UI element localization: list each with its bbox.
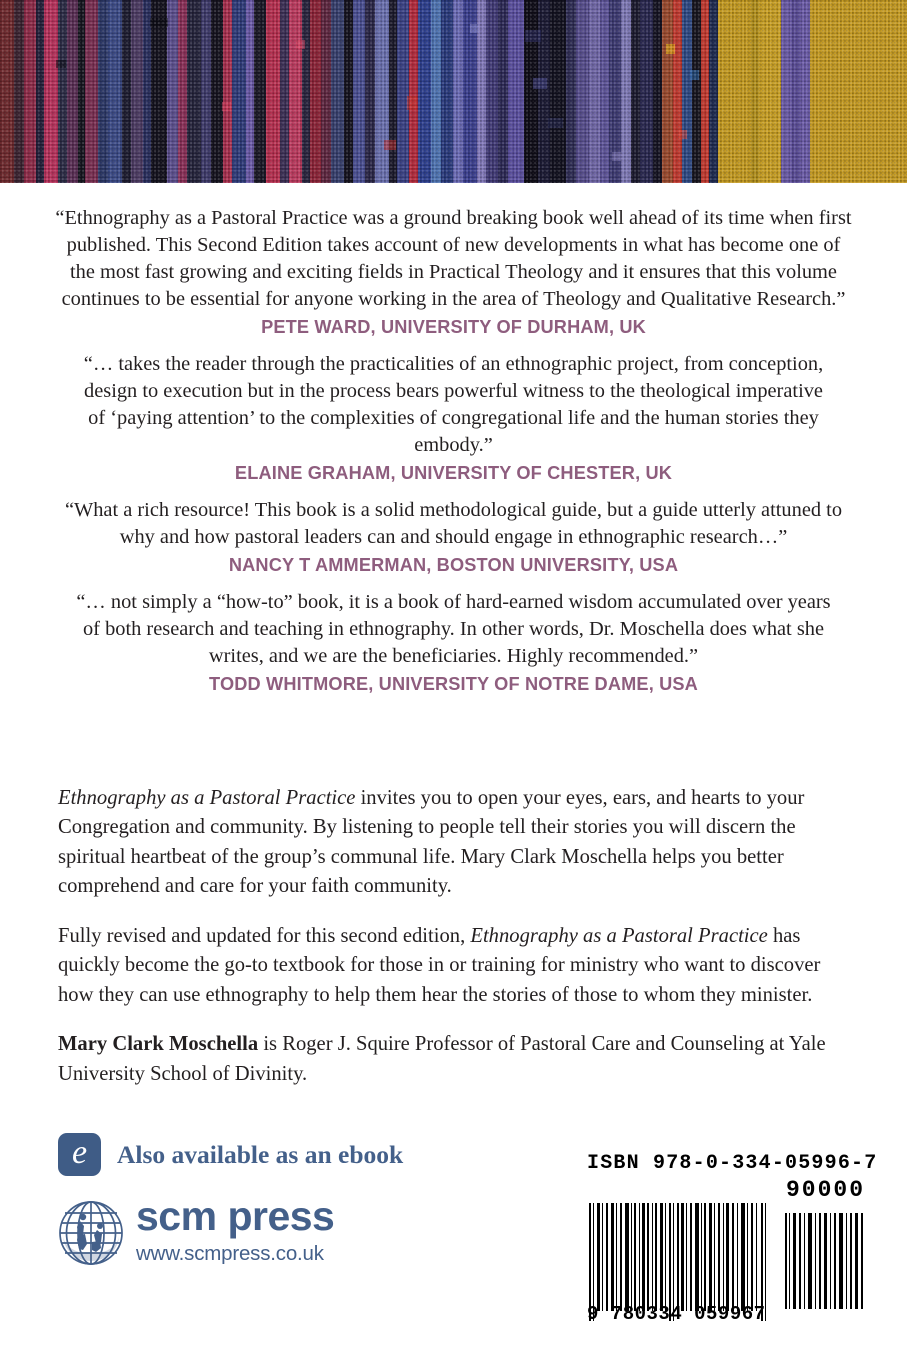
endorsement-block — [52, 589, 855, 695]
blurb-paragraph-1-text: invites you to open your eyes, ears, and hearts to your Congregation and community. By listening to people tell their stories you will discern the spiritual heartbeat of the group’s communal life. Mary Clark Moschella helps you better comprehend and care for your faith community. — [58, 787, 805, 898]
isbn-barcode-block — [587, 1152, 878, 1332]
author-name: Mary Clark Moschella — [58, 1033, 259, 1056]
endorsement-block — [52, 351, 855, 484]
ebook-icon-glyph: e — [71, 1134, 88, 1171]
endorsement-attribution: ELAINE GRAHAM, UNIVERSITY OF CHESTER, UK — [234, 463, 673, 484]
scm-press-globe-icon — [56, 1197, 126, 1269]
isbn-text: ISBN 978-0-334-05996-7 — [587, 1152, 878, 1175]
cover-banner-image — [0, 0, 907, 183]
blurb-paragraph-1 — [58, 784, 850, 902]
barcode-supplement-bars — [783, 1213, 865, 1311]
ebook-availability-label: Also available as an ebook — [117, 1139, 404, 1169]
book-title-italic: Ethnography as a Pastoral Practice — [58, 787, 356, 809]
endorsement-quote: “Ethnography as a Pastoral Practice was a ground breaking book well ahead of its time when first published. This Second Edition takes account of new developments in what has become one of the most fast growing and exciting fields in Practical Theology and it ensures that this volume continues to be essential for anyone working in the area of Theology and Qualitative Research.” — [55, 207, 852, 311]
endorsement-attribution: NANCY T AMMERMAN, BOSTON UNIVERSITY, USA — [228, 555, 679, 576]
publisher-name: scm press — [136, 1193, 335, 1239]
barcode-supplement-digits: 90000 — [785, 1177, 865, 1203]
publisher-url[interactable]: www.scmpress.co.uk — [136, 1242, 324, 1265]
endorsement-quote: “… takes the reader through the practicalities of an ethnographic project, from conception, design to execution but in the process bears powerful witness to the theological imperative of ‘paying attention’ to the complexities of congregational life and the human stories they embody.” — [83, 353, 824, 457]
blurb-section — [58, 784, 850, 1089]
endorsement-quote: “… not simply a “how-to” book, it is a book of hard-earned wisdom accumulated over years of both research and teaching in ethnography. In other words, Dr. Moschella does what she writes, and we are the beneficiaries. Highly recommended.” — [76, 591, 831, 668]
publisher-logo — [56, 1195, 334, 1269]
ebook-availability — [58, 1133, 403, 1176]
publisher-wordmark — [136, 1193, 335, 1265]
woven-textile-illustration — [0, 0, 907, 183]
endorsements-section — [52, 205, 855, 708]
blurb-paragraph-2-text: has quickly become the go-to textbook for those in or training for ministry who want to discover how they can use ethnography to help them hear the stories of those to whom they minister. — [58, 924, 821, 1006]
endorsement-attribution: PETE WARD, UNIVERSITY OF DURHAM, UK — [261, 317, 646, 338]
endorsement-block — [52, 497, 855, 576]
ebook-e-icon — [58, 1133, 101, 1176]
barcode-graphic — [587, 1177, 865, 1332]
endorsement-attribution: TODD WHITMORE, UNIVERSITY OF NOTRE DAME, USA — [209, 674, 698, 695]
book-title-italic: Ethnography as a Pastoral Practice — [470, 924, 768, 947]
endorsement-block — [52, 205, 855, 338]
endorsement-quote: “What a rich resource! This book is a solid methodological guide, but a guide utterly attuned to why and how pastoral leaders can and should engage in ethnographic research…” — [64, 499, 843, 549]
back-cover-content — [0, 183, 907, 1360]
blurb-paragraph-2 — [58, 922, 850, 1010]
blurb-paragraph-2-lead: Fully revised and updated for this second edition, — [58, 924, 471, 947]
author-bio — [58, 1030, 850, 1089]
author-bio-text: is Roger J. Squire Professor of Pastoral Care and Counseling at Yale University School of Divinity. — [58, 1033, 826, 1085]
barcode-ean-digits: 9 780334 059967 — [587, 1303, 766, 1325]
